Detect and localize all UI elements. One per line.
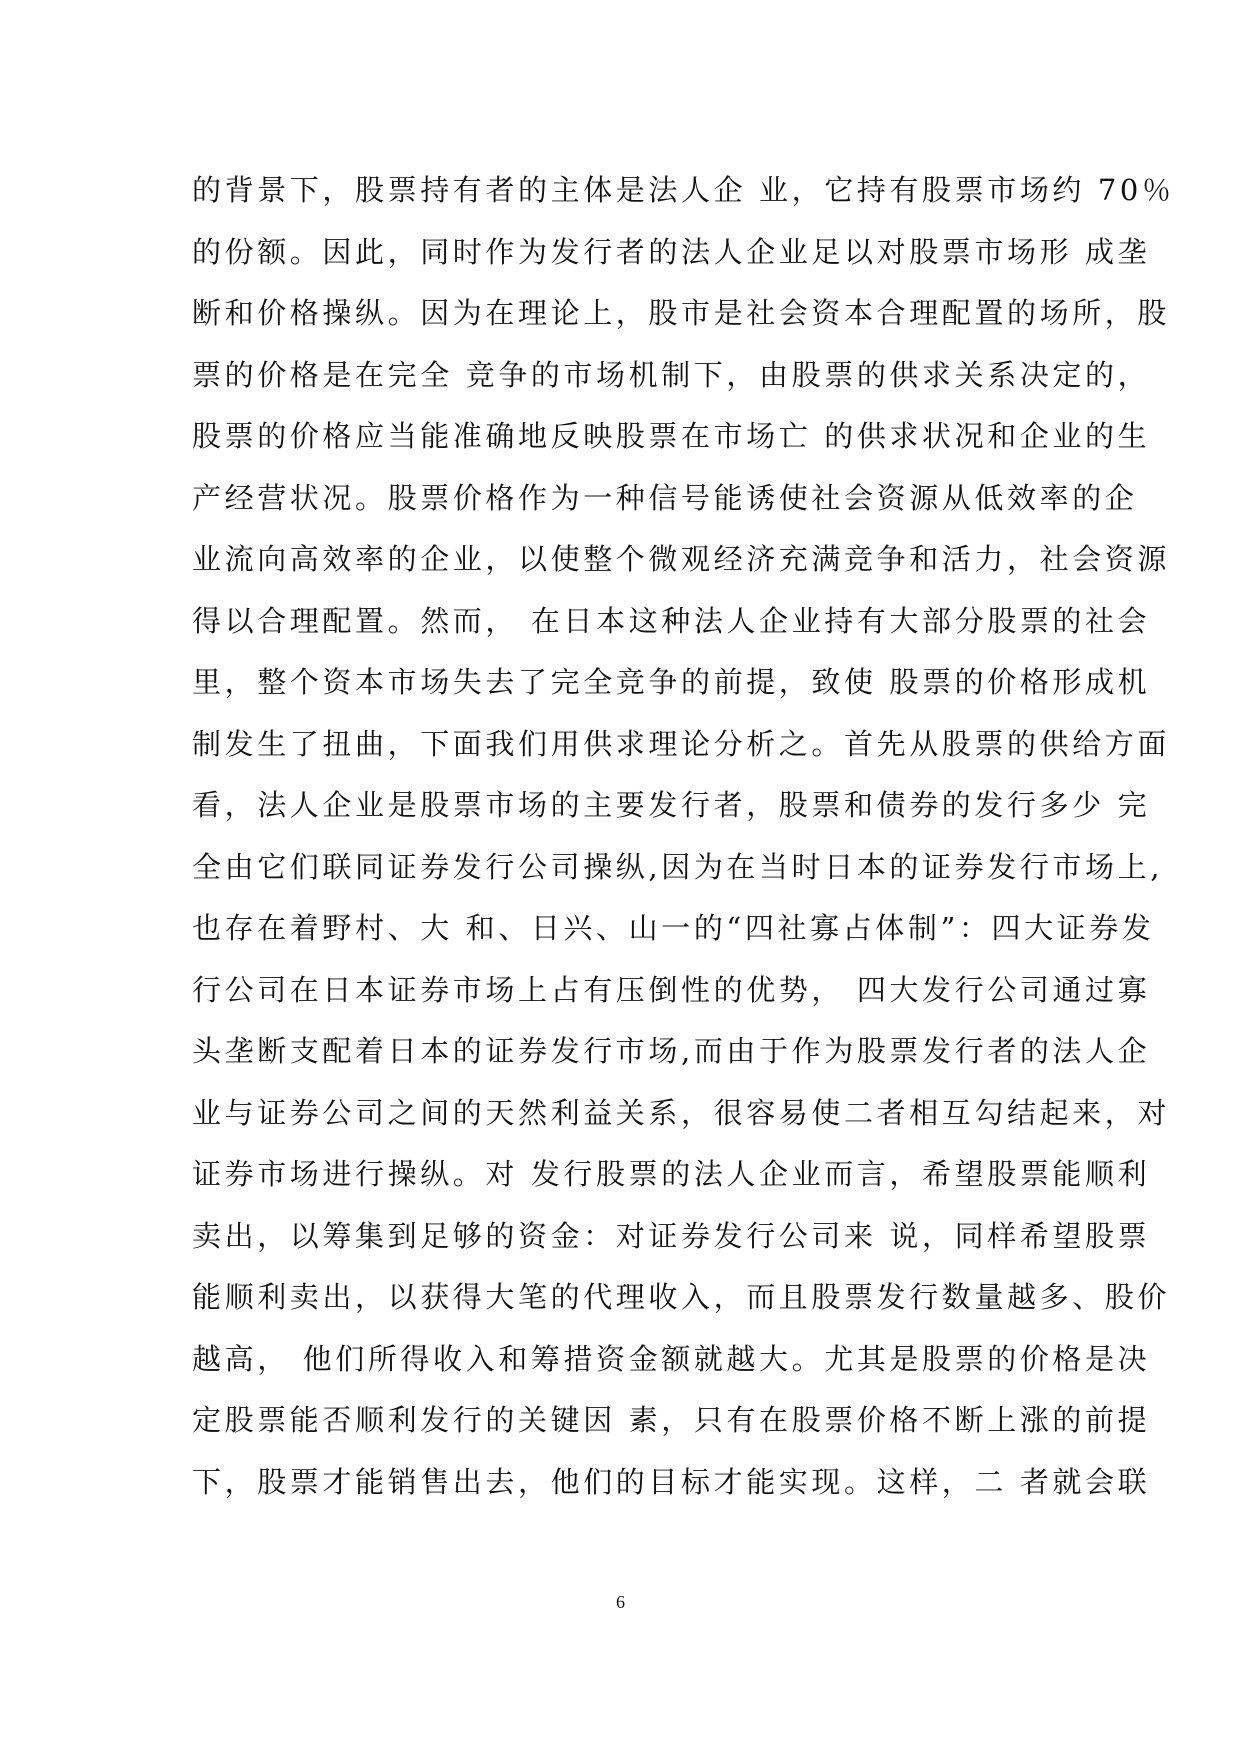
text-line: 业流向高效率的企业，以使整个微观经济充满竞争和活力，社会资源 [192,542,1171,576]
text-line: 股票的价格应当能准确地反映股票在市场亡 的供求状况和企业的生 [192,419,1151,453]
text-line: 制发生了扭曲，下面我们用供求理论分析之。首先从股票的供给方面 [192,726,1171,761]
text-line: 头垄断支配着日本的证券发行市场,而由于作为股票发行者的法人企 [192,1034,1151,1068]
text-line: 里，整个资本市场失去了完全竞争的前提，致使 股票的价格形成机 [192,665,1151,699]
text-line: 定股票能否顺利发行的关键因 素，只有在股票价格不断上涨的前提 [192,1403,1151,1437]
text-line: 全由它们联同证券发行公司操纵,因为在当时日本的证券发行市场上, [192,849,1164,884]
text-line: 看，法人企业是股票市场的主要发行者，股票和债券的发行多少 完 [192,788,1151,822]
text-line: 断和价格操纵。因为在理论上，股市是社会资本合理配置的场所，股 [192,296,1171,330]
text-line: 行公司在日本证券市场上占有压倒性的优势， 四大发行公司通过寡 [192,972,1151,1007]
text-line: 下，股票才能销售出去，他们的目标才能实现。这样，二 者就会联 [192,1464,1151,1499]
text-line: 的份额。因此，同时作为发行者的法人企业足以对股票市场形 成垄 [192,234,1151,269]
text-line: 能顺利卖出，以获得大笔的代理收入，而且股票发行数量越多、股价 [192,1280,1171,1314]
text-line: 的背景下，股票持有者的主体是法人企 业，它持有股票市场约 70％ [192,173,1175,207]
page-number: 6 [616,1592,625,1612]
text-line: 得以合理配置。然而， 在日本这种法人企业持有大部分股票的社会 [192,603,1151,638]
text-line: 越高， 他们所得收入和筹措资金额就越大。尤其是股票的价格是决 [192,1341,1151,1376]
text-line: 卖出，以筹集到足够的资金：对证券发行公司来 说，同样希望股票 [192,1218,1151,1253]
text-line: 票的价格是在完全 竞争的市场机制下，由股票的供求关系决定的， [192,357,1151,392]
text-line: 证券市场进行操纵。对 发行股票的法人企业而言，希望股票能顺利 [192,1157,1151,1191]
body-text [192,160,1175,1513]
text-line: 产经营状况。股票价格作为一种信号能诱使社会资源从低效率的企 [192,480,1138,515]
text-line: 也存在着野村、大 和、日兴、山一的“四社寡占体制”：四大证券发 [192,911,1155,945]
text-line: 业与证券公司之间的天然利益关系，很容易使二者相互勾结起来，对 [192,1095,1171,1130]
